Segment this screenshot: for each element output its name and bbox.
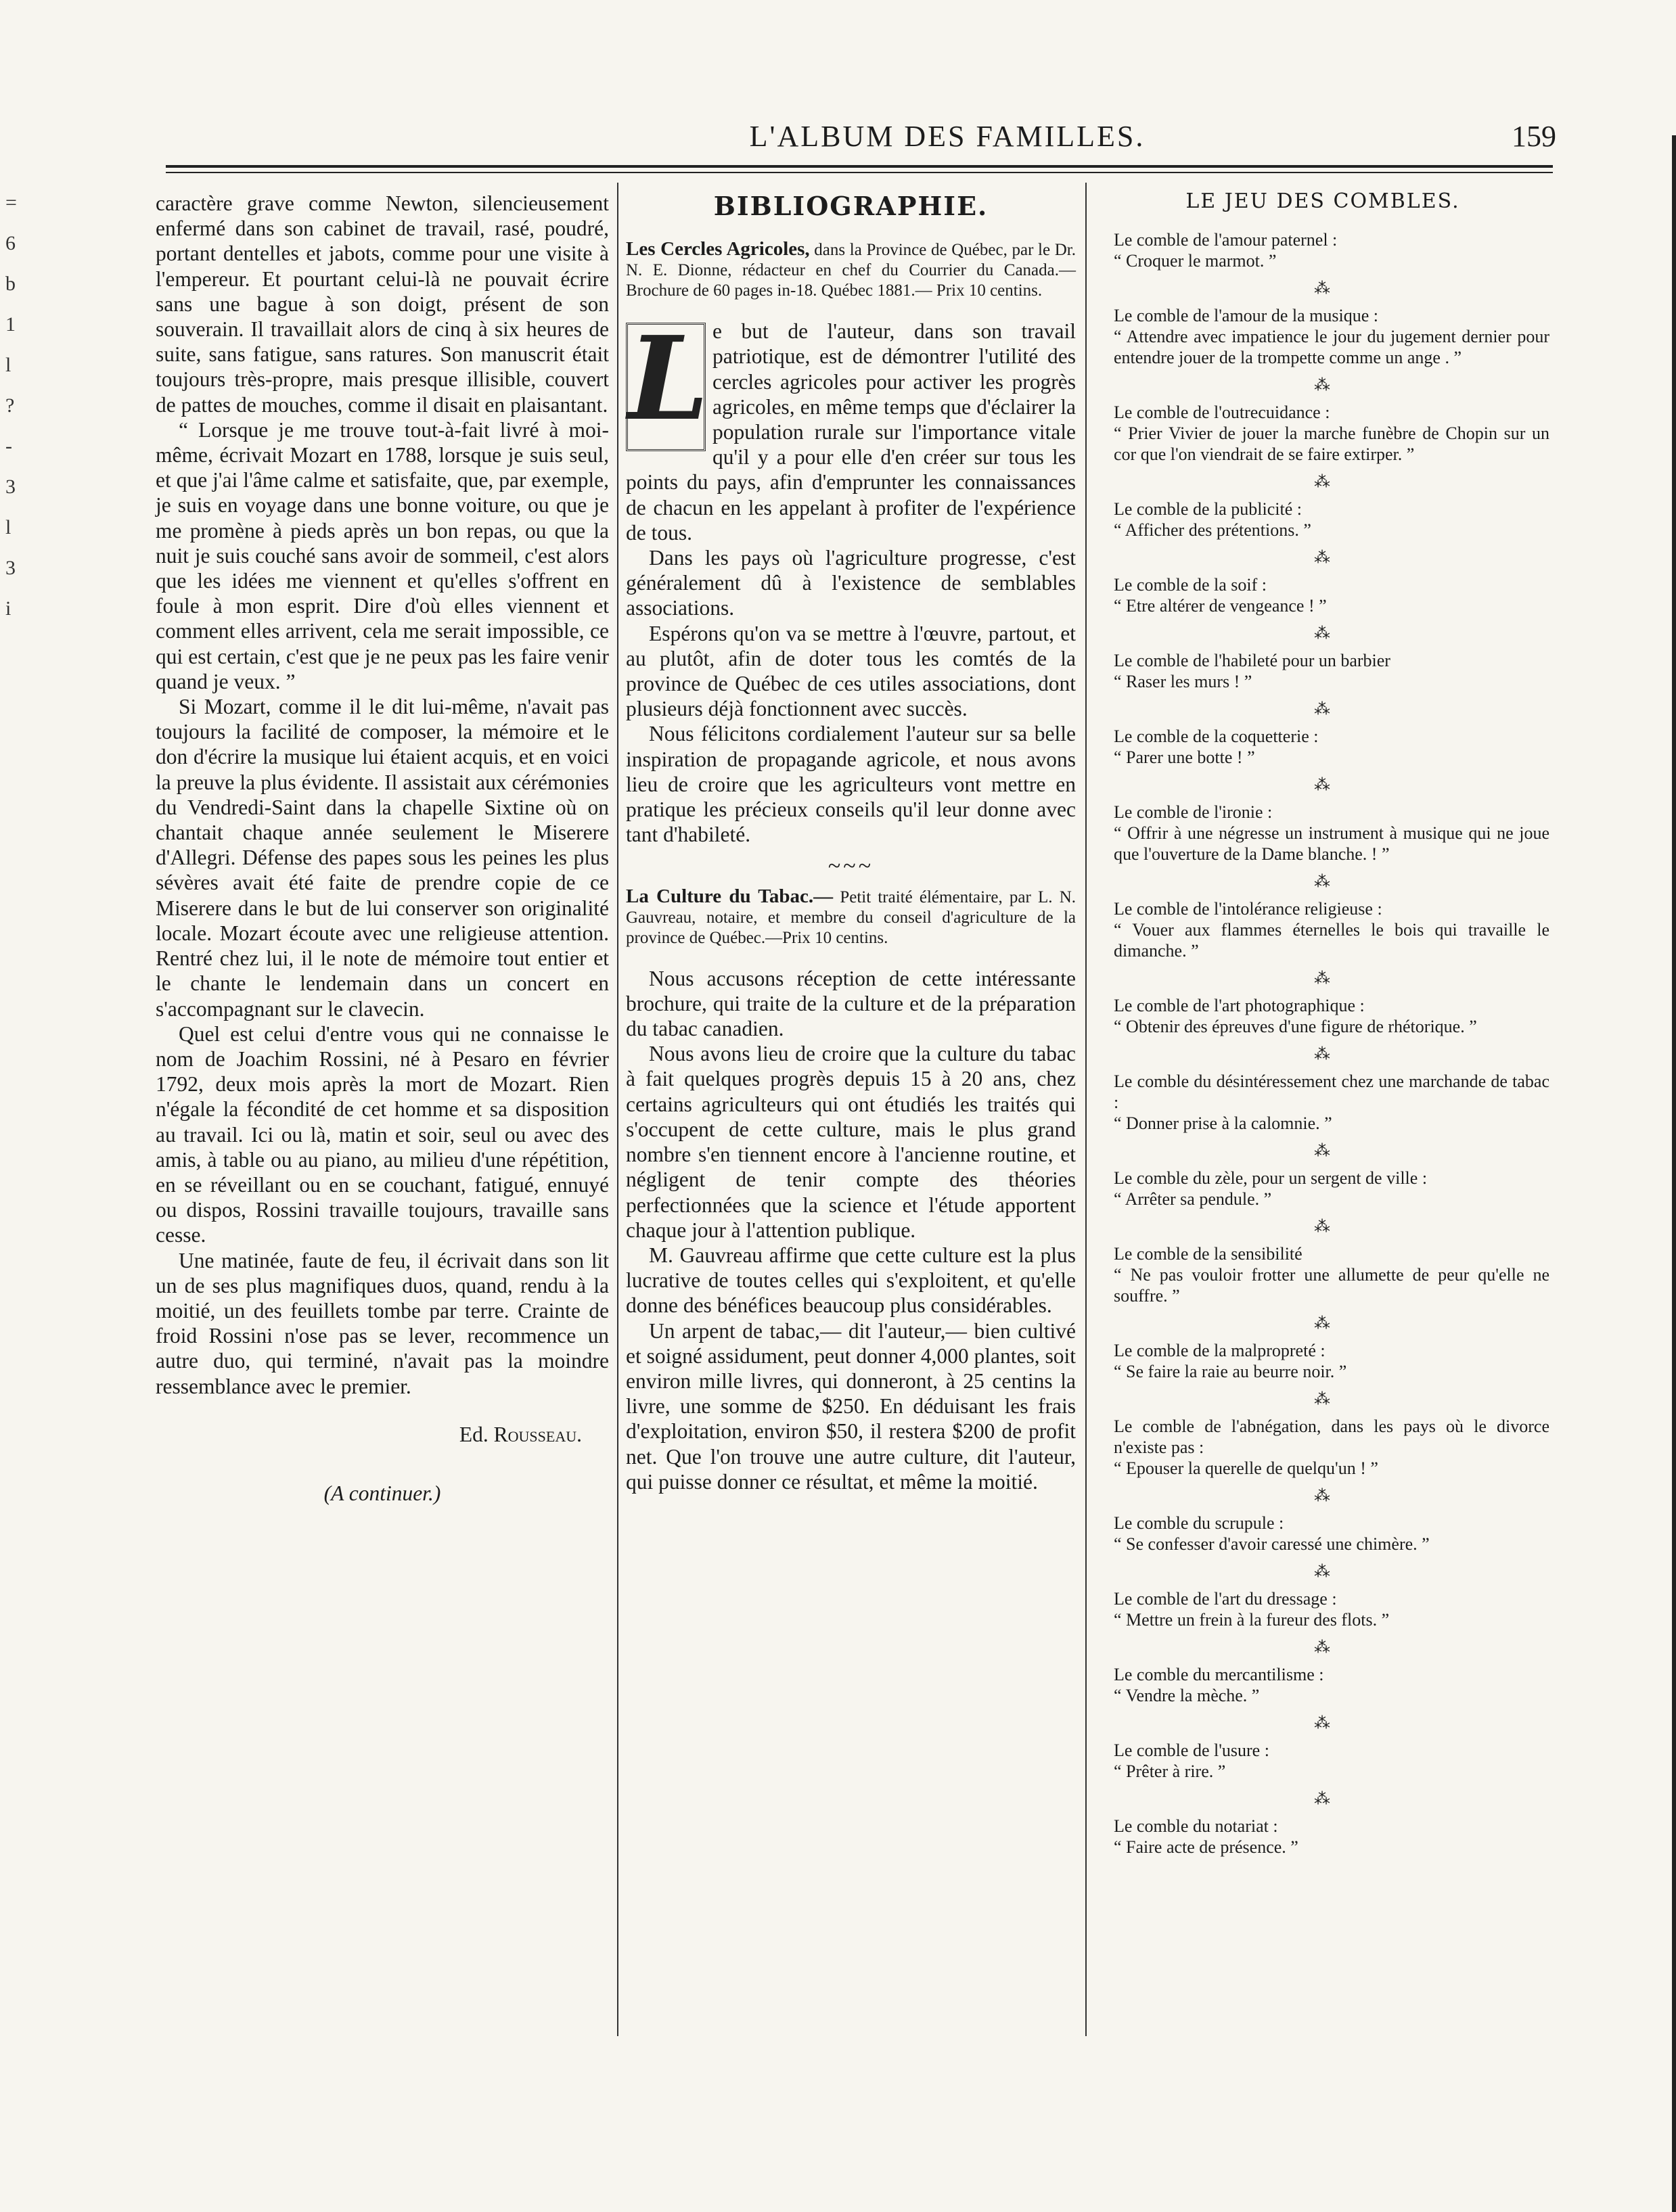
comble-answer: “ Mettre un frein à la fureur des flots. ” — [1114, 1610, 1390, 1630]
bibliography-entry — [626, 239, 1076, 301]
comble-item — [1096, 574, 1549, 616]
bibliography-entry-details: Petit traité élémentaire, par L. N. Gauvreau, notaire, et membre du conseil d'agriculture de la province de Québec.—Prix 10 centins. — [626, 888, 1077, 947]
to-be-continued: (A continuer.) — [323, 1481, 441, 1505]
comble-answer: “ Attendre avec impatience le jour du jugement dernier pour entendre jouer de la trompette comme un ange . ” — [1114, 327, 1549, 367]
asterism-divider: ⁂ — [1314, 280, 1332, 298]
signature-name: Rousseau. — [493, 1422, 582, 1446]
review-paragraph: e but de l'auteur, dans son travail patriotique, est de démontrer l'utilité des cercles agricoles pour activer les progrès agricoles, en même temps que d'éclairer la population rurale sur l'importance vitale qu'il y a pour elle d'en créer sur tous les points du pays, afin d'emprunter les connaissances de chacun en les appelant à profiter de l'expérience de tous. — [626, 319, 1076, 545]
comble-question: Le comble de l'habileté pour un barbier — [1114, 651, 1390, 670]
comble-answer: “ Prier Vivier de jouer la marche funèbre de Chopin sur un cor que l'on viendrait de se faire extirper. ” — [1114, 423, 1549, 464]
combles-list — [1096, 229, 1549, 1858]
comble-question: Le comble de la coquetterie : — [1114, 727, 1319, 746]
asterism-divider: ⁂ — [1314, 1391, 1332, 1408]
comble-question: Le comble de l'amour paternel : — [1114, 230, 1338, 250]
combles-column — [1096, 191, 1549, 1867]
asterism-divider: ⁂ — [1314, 1563, 1332, 1581]
article-paragraph: Une matinée, faute de feu, il écrivait dans son lit un de ses plus magnifiques duos, quand, rendu à la moitié, un des feuillets tombe par terre. Crainte de froid Rossini n'ose pas se lever, recommence un autre duo, qui terminé, n'avait pas la moindre ressemblance avec le premier. — [156, 1248, 609, 1398]
comble-answer: “ Faire acte de présence. ” — [1114, 1837, 1298, 1857]
comble-answer: “ Ne pas vouloir frotter une allumette de peur qu'elle ne souffre. ” — [1114, 1265, 1549, 1306]
bibliography-entry-details: dans la Province de Québec, par le Dr. N. E. Dionne, rédacteur en chef du Courrier du Canada.— Brochure de 60 pages in-18. Québec 1881.— Prix 10 centins. — [626, 241, 1076, 300]
comble-answer: “ Vendre la mèche. ” — [1114, 1686, 1260, 1705]
comble-question: Le comble de l'abnégation, dans les pays où le divorce n'existe pas : — [1114, 1416, 1549, 1457]
asterism-divider: ⁂ — [1314, 777, 1332, 794]
article-paragraph: caractère grave comme Newton, silencieusement enfermé dans son cabinet de travail, rasé, poudré, portant dentelles et jabots, comme pour une visite à l'empereur. Et pourtant celui-là ne pouvait écrire sans une bague à son doigt, présent de son souverain. Il travaillait alors de cinq à six heures de suite, sans fatigue, sans ratures. Son manuscrit était toujours très-propre, mais presque illisible, couvert de pattes de mouches, comme il disait en plaisantant. — [156, 191, 609, 417]
margin-mark: 3 — [5, 557, 16, 579]
comble-question: Le comble de la soif : — [1114, 575, 1267, 595]
asterism-divider: ⁂ — [1314, 1218, 1332, 1236]
asterism-divider: ⁂ — [1314, 1715, 1332, 1732]
bibliography-entry-title: Les Cercles Agricoles, — [626, 238, 810, 260]
comble-answer: “ Raser les murs ! ” — [1114, 672, 1252, 691]
comble-answer: “ Vouer aux flammes éternelles le bois qui travaille le dimanche. ” — [1114, 920, 1549, 961]
article-paragraph: Quel est celui d'entre vous qui ne connaisse le nom de Joachim Rossini, né à Pesaro en février 1792, deux mois après la mort de Mozart. Rien n'égale la fécondité de cet homme et sa disposition au travail. Ici ou là, matin et soir, seul ou avec des amis, à table ou au piano, au milieu d'une répétition, en se réveillant ou en se couchant, fatigué, ennuyé ou dispos, Rossini travaille toujours, travaille sans cesse. — [156, 1021, 609, 1247]
comble-item — [1096, 1740, 1549, 1782]
margin-mark: 3 — [5, 476, 16, 498]
review-body — [626, 311, 1076, 545]
review-paragraph: Nous avons lieu de croire que la culture du tabac à fait quelques progrès depuis 15 à 20 ans, chez certains agriculteurs qui ont étudiés les traités qui s'occupent de cette culture, mais le plus grand nombre s'en tiennent encore à l'ancienne routine, et négligent de tenir compte des théories perfectionnées que la science et l'étude apportent chaque jour à l'attention publique. — [626, 1042, 1076, 1242]
bibliography-entry-title: La Culture du Tabac.— — [626, 885, 834, 907]
review-paragraph: Espérons qu'on va se mettre à l'œuvre, partout, et au plutôt, afin de doter tous les comtés de la province de Québec de ces utiles associations, dont plusieurs déjà fonctionnent avec succès. — [626, 621, 1076, 721]
comble-item — [1096, 1243, 1549, 1306]
comble-answer: “ Afficher des prétentions. ” — [1114, 520, 1311, 540]
comble-question: Le comble du zèle, pour un sergent de ville : — [1114, 1168, 1428, 1188]
margin-mark: l — [5, 354, 12, 376]
asterism-divider: ⁂ — [1314, 701, 1332, 718]
margin-mark: b — [5, 273, 16, 295]
asterism-divider: ⁂ — [1314, 1488, 1332, 1505]
asterism-divider: ⁂ — [1314, 1046, 1332, 1063]
comble-item — [1096, 995, 1549, 1037]
comble-answer: “ Offrir à une négresse un instrument à musique qui ne joue que l'ouverture de la Dame blanche. ! ” — [1114, 823, 1549, 864]
review-paragraph: M. Gauvreau affirme que cette culture est la plus lucrative de toutes celles qui s'exploitent, et qu'elle donne des bénéfices beaucoup plus considérables. — [626, 1243, 1076, 1318]
section-ornament: ~~~ — [828, 854, 874, 879]
comble-answer: “ Croquer le marmot. ” — [1114, 251, 1277, 271]
comble-question: Le comble de l'ironie : — [1114, 802, 1273, 822]
comble-question: Le comble de l'outrecuidance : — [1114, 402, 1330, 422]
comble-question: Le comble de l'intolérance religieuse : — [1114, 899, 1382, 919]
margin-mark: = — [5, 191, 17, 214]
comble-item — [1096, 726, 1549, 768]
article-signature — [156, 1422, 609, 1447]
header-rule — [166, 165, 1553, 168]
comble-item — [1096, 1588, 1549, 1630]
review-paragraph: Nous accusons réception de cette intéressante brochure, qui traite de la culture et de la préparation du tabac canadien. — [626, 966, 1076, 1041]
comble-question: Le comble de l'art du dressage : — [1114, 1589, 1337, 1609]
signature-prefix: Ed. — [459, 1422, 494, 1446]
article-paragraph: Si Mozart, comme il le dit lui-même, n'avait pas toujours la facilité de composer, la mémoire et le don d'écrire la musique lui étaient acquis, et en voici la preuve la plus évidente. Il assistait aux cérémonies du Vendredi-Saint dans la chapelle Sixtine où on chantait chaque année seulement le Miserere d'Allegri. Défense des papes sous les peines les plus sévères avait été faite de prendre copie de ce Miserere dans le but de lui conserver son originalité locale. Mozart écoute avec une religieuse attention. Rentré chez lui, il le note de mémoire tout entier et le chante le lendemain dans un concert en s'accompagnant sur le clavecin. — [156, 695, 609, 1021]
comble-item — [1096, 1340, 1549, 1382]
scan-edge — [1672, 135, 1676, 2212]
asterism-divider: ⁂ — [1314, 377, 1332, 394]
margin-mark: 1 — [5, 313, 16, 336]
margin-marks — [5, 183, 32, 629]
ornate-initial: L — [626, 323, 706, 451]
bibliography-column — [626, 191, 1076, 1494]
comble-answer: “ Prêter à rire. ” — [1114, 1761, 1226, 1781]
combles-title: LE JEU DES COMBLES. — [1185, 189, 1460, 213]
comble-item — [1096, 499, 1549, 540]
review-paragraph: Dans les pays où l'agriculture progresse, c'est généralement dû à l'existence de semblables associations. — [626, 546, 1076, 620]
comble-item — [1096, 305, 1549, 368]
running-title: L'ALBUM DES FAMILLES. — [749, 120, 1146, 153]
asterism-divider: ⁂ — [1314, 1315, 1332, 1333]
comble-question: Le comble du notariat : — [1114, 1816, 1278, 1836]
comble-item — [1096, 1513, 1549, 1554]
comble-item — [1096, 898, 1549, 961]
comble-question: Le comble de la malpropreté : — [1114, 1341, 1326, 1360]
comble-question: Le comble de l'amour de la musique : — [1114, 306, 1378, 325]
column-divider — [617, 183, 618, 2036]
asterism-divider: ⁂ — [1314, 1143, 1332, 1160]
comble-answer: “ Donner prise à la calomnie. ” — [1114, 1113, 1332, 1133]
comble-item — [1096, 1664, 1549, 1706]
page-number: 159 — [1512, 120, 1556, 153]
margin-mark: - — [5, 435, 12, 457]
comble-item — [1096, 1416, 1549, 1479]
review-paragraph: Un arpent de tabac,— dit l'auteur,— bien cultivé et soigné assidument, peut donner 4,000 plantes, soit environ mille livres, qui donneront, à 25 centins la livre, une somme de $250. En déduisant les frais d'exploitation, environ $50, il restera $200 de profit net. Que l'on trouve une autre culture, dit l'auteur, qui puisse donner ce résultat, et même la moitié. — [626, 1318, 1076, 1494]
comble-answer: “ Obtenir des épreuves d'une figure de rhétorique. ” — [1114, 1017, 1477, 1036]
comble-question: Le comble de l'art photographique : — [1114, 996, 1365, 1015]
margin-mark: l — [5, 516, 12, 538]
comble-answer: “ Epouser la querelle de quelqu'un ! ” — [1114, 1458, 1378, 1478]
asterism-divider: ⁂ — [1314, 1791, 1332, 1808]
comble-question: Le comble du désintéressement chez une marchande de tabac : — [1114, 1072, 1549, 1112]
comble-item — [1096, 1071, 1549, 1134]
comble-answer: “ Etre altérer de vengeance ! ” — [1114, 596, 1327, 616]
comble-question: Le comble de l'usure : — [1114, 1741, 1269, 1760]
asterism-divider: ⁂ — [1314, 970, 1332, 988]
comble-item — [1096, 802, 1549, 865]
article-paragraph: “ Lorsque je me trouve tout-à-fait livré à moi-même, écrivait Mozart en 1788, lorsque je suis seul, et que j'ai l'âme calme et satisfaite, que, par exemple, je suis en voyage dans une bonne voiture, ou que je me promène à pieds après un bon repas, ou que la nuit je suis couché sans avoir de sommeil, c'est alors que les idées me viennent et qu'elles s'offrent en foule à mon esprit. Dire d'où elles viennent et comment elles arrivent, cela me serait impossible, ce qui est certain, c'est que je ne peux pas les faire venir quand je veux. ” — [156, 417, 609, 693]
page-header — [156, 119, 1556, 157]
comble-answer: “ Parer une botte ! ” — [1114, 747, 1255, 767]
asterism-divider: ⁂ — [1314, 549, 1332, 567]
comble-answer: “ Se faire la raie au beurre noir. ” — [1114, 1362, 1347, 1381]
asterism-divider: ⁂ — [1314, 873, 1332, 891]
column-divider — [1085, 183, 1087, 2036]
margin-mark: 6 — [5, 232, 16, 254]
margin-mark: i — [5, 597, 12, 620]
comble-question: Le comble de la sensibilité — [1114, 1244, 1303, 1264]
article-column — [156, 191, 609, 1506]
comble-item — [1096, 1816, 1549, 1858]
comble-question: Le comble du mercantilisme : — [1114, 1665, 1324, 1684]
margin-mark: ? — [5, 394, 15, 417]
header-rule-thin — [166, 172, 1553, 173]
comble-item — [1096, 1168, 1549, 1209]
comble-question: Le comble du scrupule : — [1114, 1513, 1284, 1533]
bibliography-entry — [626, 886, 1076, 948]
bibliography-title: BIBLIOGRAPHIE. — [713, 191, 989, 221]
review-paragraph: Nous félicitons cordialement l'auteur sur sa belle inspiration de propagande agricole, et nous avons lieu de croire que les agriculteurs vont mettre en pratique les précieux conseils qu'il leur donne avec tant d'habileté. — [626, 722, 1076, 847]
comble-answer: “ Se confesser d'avoir caressé une chimère. ” — [1114, 1534, 1430, 1554]
asterism-divider: ⁂ — [1314, 474, 1332, 491]
comble-answer: “ Arrêter sa pendule. ” — [1114, 1189, 1272, 1209]
comble-item — [1096, 650, 1549, 692]
comble-item — [1096, 402, 1549, 465]
comble-question: Le comble de la publicité : — [1114, 499, 1302, 519]
asterism-divider: ⁂ — [1314, 625, 1332, 643]
asterism-divider: ⁂ — [1314, 1639, 1332, 1657]
comble-item — [1096, 229, 1549, 271]
